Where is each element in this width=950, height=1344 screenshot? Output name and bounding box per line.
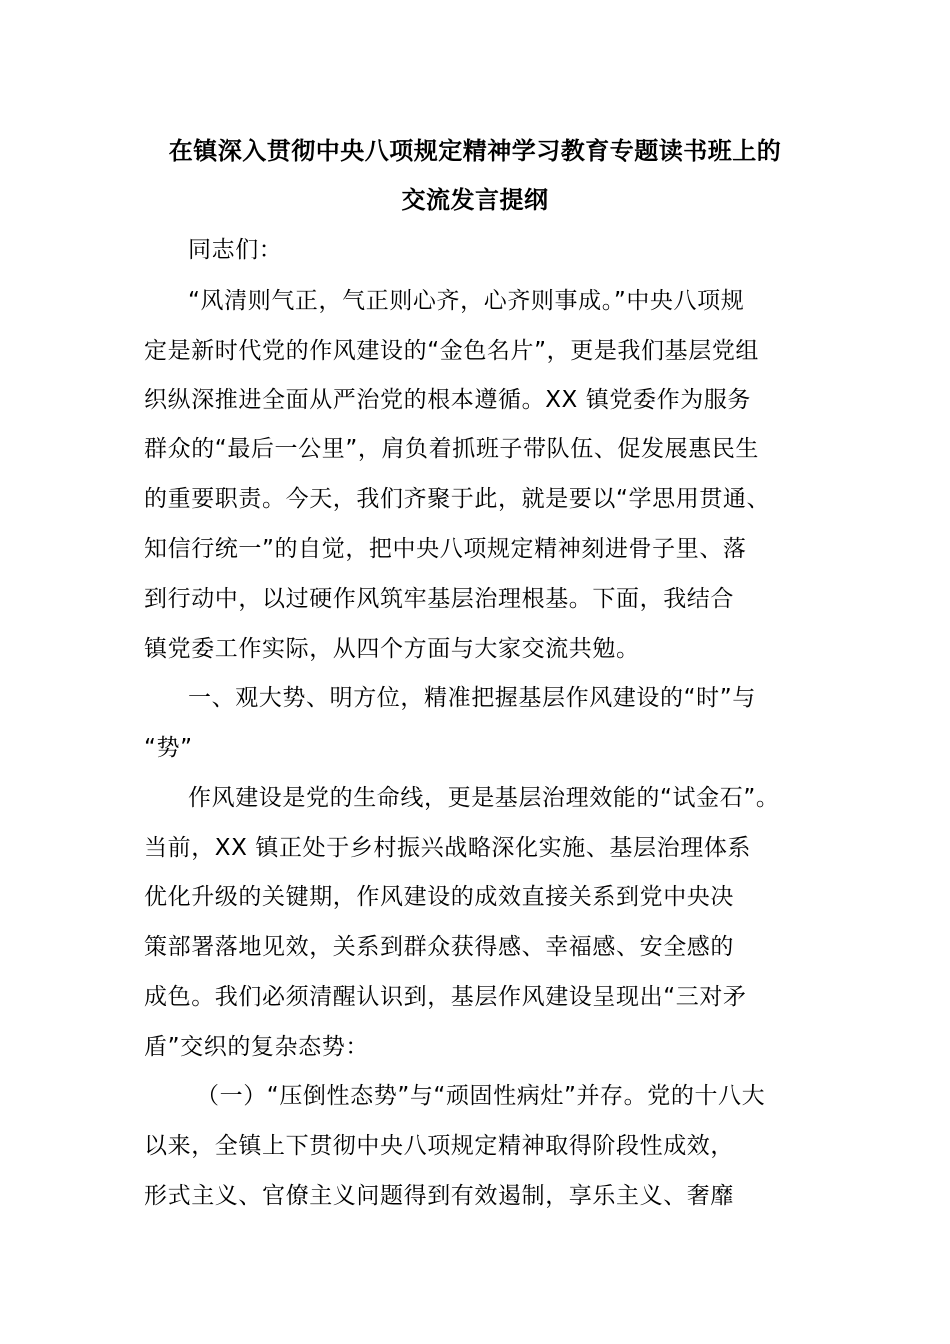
paragraph-line: 到行动中，以过硬作风筑牢基层治理根基。下面，我结合 <box>144 586 734 612</box>
paragraph-line: 盾”交织的复杂态势： <box>144 1034 369 1060</box>
document-title-line-2: 交流发言提纲 <box>401 186 549 214</box>
paragraph-line: 镇党委工作实际，从四个方面与大家交流共勉。 <box>144 636 640 662</box>
document-title-line-1: 在镇深入贯彻中央八项规定精神学习教育专题读书班上的 <box>168 137 782 165</box>
salutation: 同志们： <box>188 237 283 263</box>
paragraph-line: “风清则气正，气正则心齐，心齐则事成。”中央八项规 <box>188 288 745 314</box>
section-heading-line: “势” <box>144 735 193 761</box>
paragraph-line: 知信行统一”的自觉，把中央八项规定精神刻进骨子里、落 <box>144 536 747 562</box>
paragraph-line: 策部署落地见效，关系到群众获得感、幸福感、安全感的 <box>144 934 734 960</box>
paragraph-line: 定是新时代党的作风建设的“金色名片”，更是我们基层党组 <box>144 338 760 364</box>
paragraph-line: 优化升级的关键期，作风建设的成效直接关系到党中央决 <box>144 884 734 910</box>
paragraph-line: 群众的“最后一公里”，肩负着抓班子带队伍、促发展惠民生 <box>144 436 760 462</box>
paragraph-line: 当前，XX 镇正处于乡村振兴战略深化实施、基层治理体系 <box>144 835 752 861</box>
section-heading-line: 一、观大势、明方位，精准把握基层作风建设的“时”与 <box>188 685 756 711</box>
paragraph-line: 形式主义、官僚主义问题得到有效遏制，享乐主义、奢靡 <box>144 1183 734 1209</box>
subsection-line: （一）“压倒性态势”与“顽固性病灶”并存。党的十八大 <box>196 1083 766 1109</box>
paragraph-line: 的重要职责。今天，我们齐聚于此，就是要以“学思用贯通、 <box>144 486 771 512</box>
paragraph-line: 作风建设是党的生命线，更是基层治理效能的“试金石”。 <box>188 785 780 811</box>
paragraph-line: 以来，全镇上下贯彻中央八项规定精神取得阶段性成效， <box>144 1133 734 1159</box>
paragraph-line: 成色。我们必须清醒认识到，基层作风建设呈现出“三对矛 <box>144 984 747 1010</box>
paragraph-line: 织纵深推进全面从严治党的根本遵循。XX 镇党委作为服务 <box>144 387 752 413</box>
